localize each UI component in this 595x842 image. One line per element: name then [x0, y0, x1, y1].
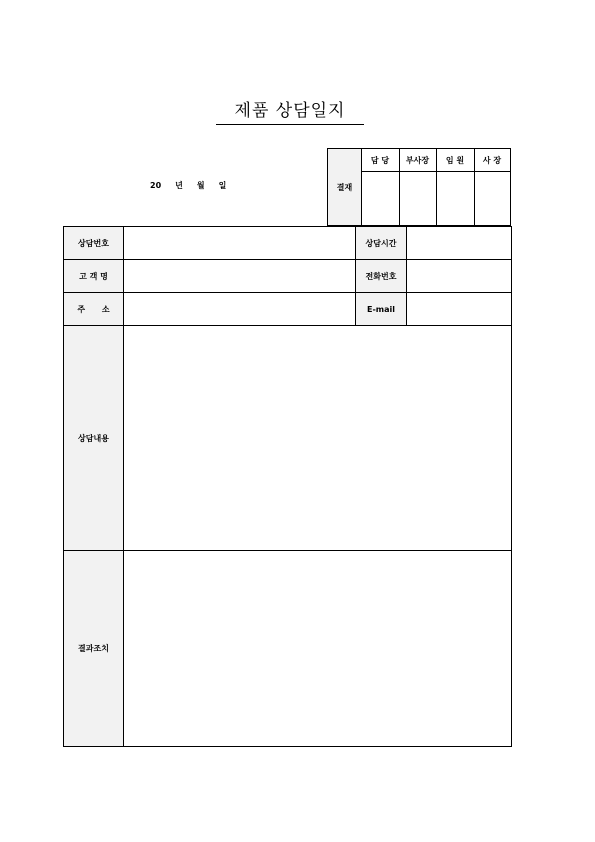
approval-col-manager[interactable] [361, 149, 400, 225]
label-consult-content: 상담내용 [64, 326, 123, 550]
result-action-area[interactable] [124, 551, 511, 746]
address-field[interactable] [124, 293, 355, 325]
approval-label: 결재 [328, 149, 362, 225]
approval-col-header: 사 장 [474, 149, 510, 172]
date-month: 월 [196, 181, 205, 190]
approval-block [327, 148, 511, 226]
consult-form-table [63, 226, 512, 747]
email-field[interactable] [407, 293, 511, 325]
label-email: E-mail [356, 293, 406, 325]
date-line [150, 180, 240, 191]
approval-col-header: 부사장 [399, 149, 436, 172]
label-consult-time: 상담시간 [356, 227, 406, 259]
date-year: 년 [175, 181, 183, 190]
page-title: 제품 상담일지 [216, 100, 364, 125]
label-result-action: 결과조치 [64, 551, 123, 746]
phone-field[interactable] [407, 260, 511, 292]
approval-col-president[interactable] [474, 149, 510, 225]
date-day: 일 [218, 181, 227, 190]
consult-no-field[interactable] [124, 227, 355, 259]
customer-name-field[interactable] [124, 260, 355, 292]
approval-col-vice-president[interactable] [399, 149, 437, 225]
approval-col-header: 임 원 [436, 149, 474, 172]
approval-col-executive[interactable] [436, 149, 475, 225]
approval-col-header: 담 당 [361, 149, 399, 172]
label-phone: 전화번호 [356, 260, 406, 292]
consult-time-field[interactable] [407, 227, 511, 259]
consult-content-area[interactable] [124, 326, 511, 550]
label-consult-no: 상담번호 [64, 227, 123, 259]
label-customer-name: 고 객 명 [64, 260, 123, 292]
date-year-prefix: 20 [150, 181, 162, 190]
label-address: 주 소 [64, 293, 123, 325]
